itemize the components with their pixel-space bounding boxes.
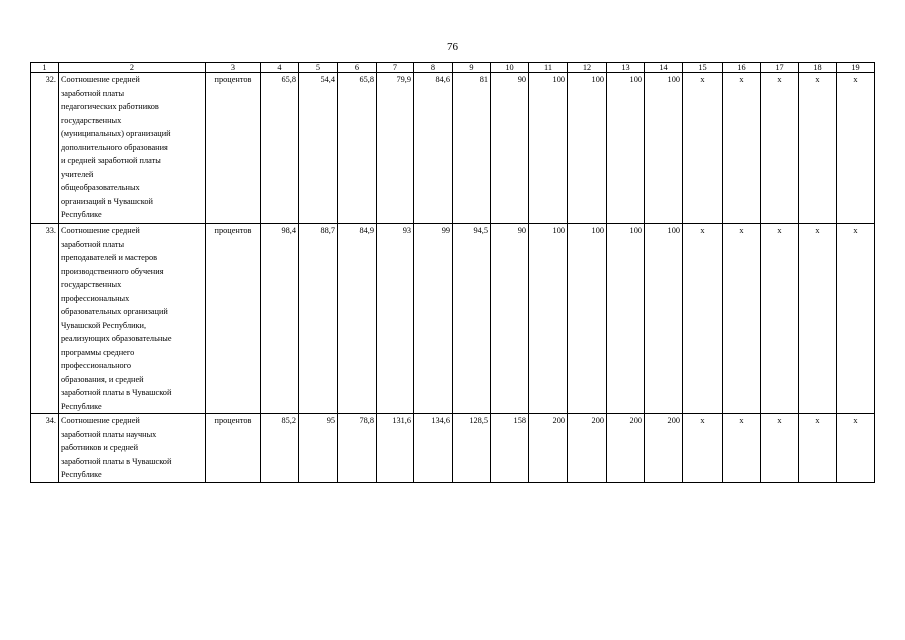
- value-cell: 65,8: [261, 73, 299, 224]
- value-cell: 90: [491, 224, 529, 414]
- column-number: 6: [338, 63, 377, 73]
- column-number: 10: [491, 63, 529, 73]
- value-cell: 200: [645, 414, 683, 483]
- x-cell: x: [761, 414, 799, 483]
- value-cell: 81: [453, 73, 491, 224]
- column-number: 3: [206, 63, 261, 73]
- column-number: 18: [799, 63, 837, 73]
- x-cell: x: [837, 414, 875, 483]
- value-cell: 100: [529, 73, 568, 224]
- column-number: 5: [299, 63, 338, 73]
- x-cell: x: [723, 224, 761, 414]
- value-cell: 88,7: [299, 224, 338, 414]
- column-number: 2: [59, 63, 206, 73]
- value-cell: 100: [645, 73, 683, 224]
- value-cell: 200: [529, 414, 568, 483]
- column-number: 11: [529, 63, 568, 73]
- x-cell: x: [837, 224, 875, 414]
- x-cell: x: [683, 73, 723, 224]
- x-cell: x: [683, 414, 723, 483]
- value-cell: 100: [607, 73, 645, 224]
- column-number: 9: [453, 63, 491, 73]
- value-cell: 98,4: [261, 224, 299, 414]
- indicator-name: Соотношение средней заработной платы научных работников и средней заработной платы в Чувашской Республике: [59, 414, 206, 483]
- x-cell: x: [723, 414, 761, 483]
- value-cell: 95: [299, 414, 338, 483]
- indicator-name: Соотношение средней заработной платы педагогических работников государственных (муниципальных) организаций дополнительного образования и средней заработной платы учителей общеобразовательных организаций в Чувашской Республике: [59, 73, 206, 224]
- value-cell: 99: [414, 224, 453, 414]
- value-cell: 128,5: [453, 414, 491, 483]
- value-cell: 84,9: [338, 224, 377, 414]
- column-number: 14: [645, 63, 683, 73]
- table-row: [31, 414, 875, 483]
- column-number: 7: [377, 63, 414, 73]
- column-number: 15: [683, 63, 723, 73]
- value-cell: 85,2: [261, 414, 299, 483]
- value-cell: 65,8: [338, 73, 377, 224]
- column-number: 1: [31, 63, 59, 73]
- value-cell: 134,6: [414, 414, 453, 483]
- value-cell: 200: [568, 414, 607, 483]
- x-cell: x: [799, 224, 837, 414]
- x-cell: x: [683, 224, 723, 414]
- value-cell: 100: [568, 224, 607, 414]
- x-cell: x: [799, 73, 837, 224]
- value-cell: 79,9: [377, 73, 414, 224]
- unit-cell: процентов: [206, 414, 261, 483]
- unit-cell: процентов: [206, 224, 261, 414]
- column-number: 13: [607, 63, 645, 73]
- value-cell: 78,8: [338, 414, 377, 483]
- column-number: 12: [568, 63, 607, 73]
- value-cell: 100: [645, 224, 683, 414]
- value-cell: 93: [377, 224, 414, 414]
- table-row: [31, 224, 875, 414]
- column-number: 17: [761, 63, 799, 73]
- x-cell: x: [761, 224, 799, 414]
- column-number-row: [31, 63, 875, 73]
- value-cell: 54,4: [299, 73, 338, 224]
- value-cell: 158: [491, 414, 529, 483]
- row-number: 34.: [31, 414, 59, 483]
- indicator-name: Соотношение средней заработной платы преподавателей и мастеров производственного обучения государственных профессиональных образовательных организаций Чувашской Республики, реализующих образовательные программы среднего профессионального образования, и средней заработной платы в Чувашской Республике: [59, 224, 206, 414]
- x-cell: x: [723, 73, 761, 224]
- value-cell: 100: [568, 73, 607, 224]
- page-number: 76: [447, 41, 458, 53]
- x-cell: x: [837, 73, 875, 224]
- column-number: 4: [261, 63, 299, 73]
- table-row: [31, 73, 875, 224]
- x-cell: x: [761, 73, 799, 224]
- indicator-table: [30, 62, 875, 483]
- x-cell: x: [799, 414, 837, 483]
- unit-cell: процентов: [206, 73, 261, 224]
- value-cell: 94,5: [453, 224, 491, 414]
- value-cell: 200: [607, 414, 645, 483]
- column-number: 19: [837, 63, 875, 73]
- column-number: 16: [723, 63, 761, 73]
- row-number: 33.: [31, 224, 59, 414]
- value-cell: 100: [529, 224, 568, 414]
- row-number: 32.: [31, 73, 59, 224]
- column-number: 8: [414, 63, 453, 73]
- value-cell: 84,6: [414, 73, 453, 224]
- value-cell: 100: [607, 224, 645, 414]
- value-cell: 90: [491, 73, 529, 224]
- value-cell: 131,6: [377, 414, 414, 483]
